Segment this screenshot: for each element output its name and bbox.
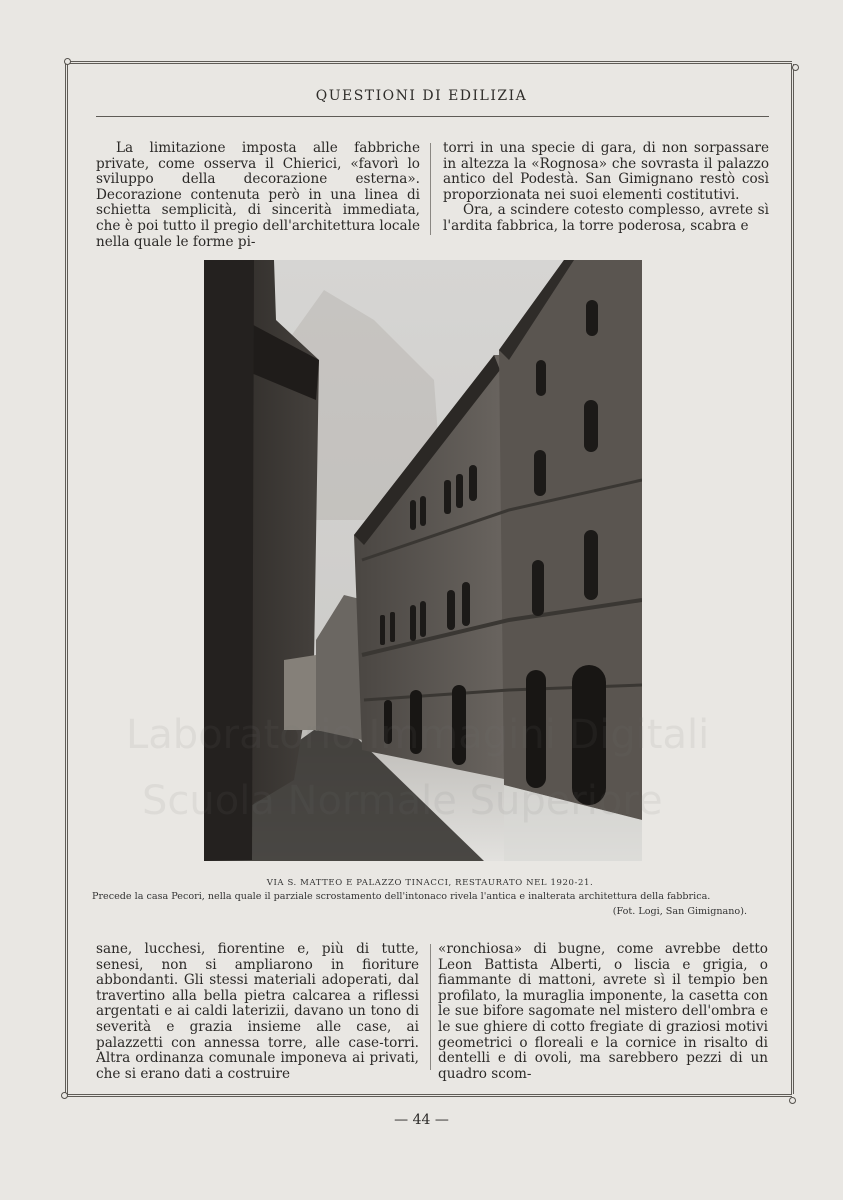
top-right-column [443,141,769,235]
frame-bottom-rule [66,1094,792,1097]
frame-corner-ornament [61,1092,68,1099]
bottom-left-column [96,942,419,1082]
page-header-title: QUESTIONI DI EDILIZIA [315,88,528,104]
frame-left-rule [65,64,68,1094]
figure-description: Precede la casa Pecori, nella quale il parziale scrostamento dell'intonaco rivela l'antica e inalterata architettura della fabbrica. [92,891,711,902]
frame-right-rule [791,64,794,1094]
frame-corner-ornament [792,64,799,71]
frame-corner-ornament [64,58,71,65]
frame-corner-ornament [789,1097,796,1104]
column-divider [430,944,431,1070]
bottom-right-column [438,942,768,1082]
paragraph: torri in una specie di gara, di non sorpassare in altezza la «Rognosa» che sovrasta il palazzo antico del Podestà. San Gimignano restò così proporzionata nei suoi elementi costitutivi. [443,140,769,203]
header-rule [96,116,769,117]
page-number: — 44 — [394,1112,449,1128]
paragraph: La limitazione imposta alle fabbriche private, come osserva il Chierici, «favorì lo sviluppo della decorazione esterna». Decorazione contenuta però in una linea di schietta semplicità, di sincerità immediata, che è poi tutto il pregio dell'architettura locale nella quale le forme pi- [96,140,420,250]
frame-top-rule [70,61,792,64]
paragraph: sane, lucchesi, fiorentine e, più di tutte, senesi, non si ampliarono in fioriture abbondanti. Gli stessi materiali adoperati, dal travertino alla bella pietra calcarea a riflessi argentati e ai caldi laterizii, davano un tono di severità e grazia insieme alle case, ai palazzetti con annessa torre, alle case-torri. Altra ordinanza comunale imponeva ai privati, che si erano dati a costruire [96,941,419,1082]
top-left-column [96,141,420,250]
paragraph: «ronchiosa» di bugne, come avrebbe detto Leon Battista Alberti, o liscia e grigia, o fiammante di mattoni, avrete sì il tempio ben profilato, la muraglia imponente, la casetta con le sue bifore sagomate nel mistero dell'ombra e le sue ghiere di cotto fregiate di graziosi motivi geometrici o floreali e la cornice in risalto di dentelli e di ovoli, ma sarebbero pezzi di un quadro scom- [438,941,768,1082]
column-divider [430,143,431,235]
figure-title: VIA S. MATTEO E PALAZZO TINACCI, RESTAURATO NEL 1920-21. [266,878,594,888]
street-photograph [204,260,642,861]
figure-credit: (Fot. Logi, San Gimignano). [612,906,747,917]
paragraph: Ora, a scindere cotesto complesso, avrete sì l'ardita fabbrica, la torre poderosa, scabra e [443,202,769,234]
